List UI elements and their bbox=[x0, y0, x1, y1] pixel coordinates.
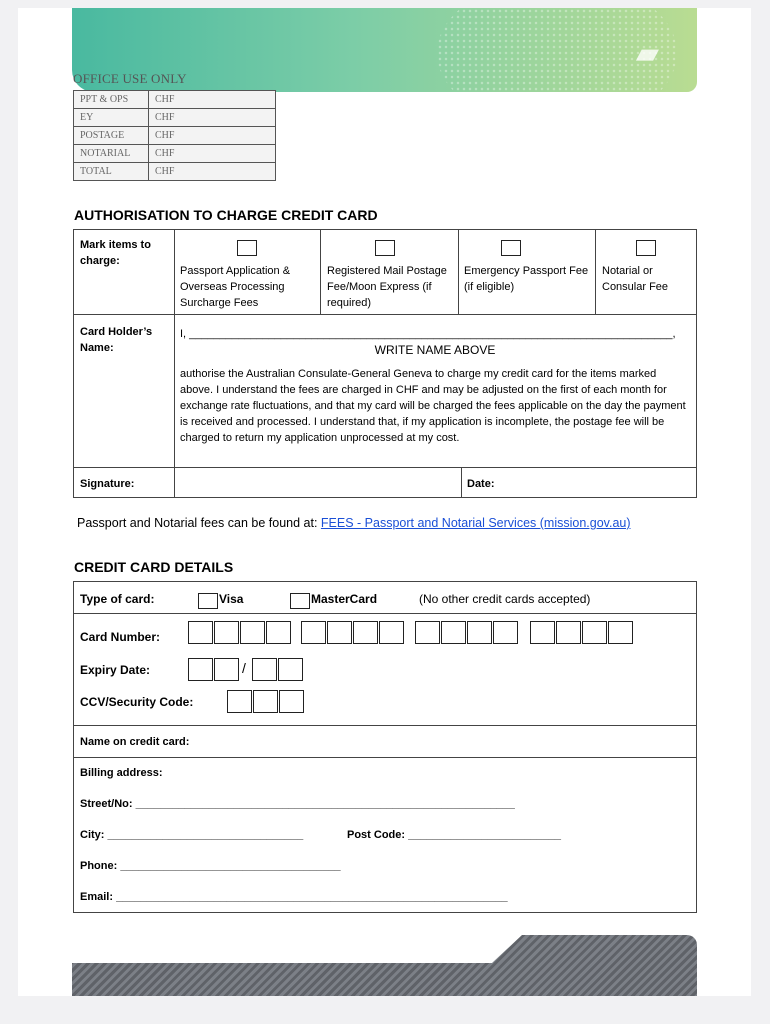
card-digit-box[interactable] bbox=[556, 621, 581, 644]
fees-note-text: Passport and Notarial fees can be found at: bbox=[77, 516, 321, 530]
card-digit-box[interactable] bbox=[240, 621, 265, 644]
card-digit-box[interactable] bbox=[415, 621, 440, 644]
phone-field[interactable]: Phone: ____________________________________ bbox=[80, 860, 341, 872]
divider bbox=[595, 229, 596, 315]
street-field[interactable]: Street/No: ______________________________________________________________ bbox=[80, 798, 515, 810]
card-digit-box[interactable] bbox=[441, 621, 466, 644]
checkbox-mastercard[interactable] bbox=[290, 593, 310, 609]
card-type-label: Type of card: bbox=[80, 592, 155, 606]
card-digit-box[interactable] bbox=[301, 621, 326, 644]
name-on-card-label: Name on credit card: bbox=[80, 736, 190, 748]
card-digit-box[interactable] bbox=[608, 621, 633, 644]
signature-label: Signature: bbox=[80, 478, 135, 490]
checkbox-postage-fee[interactable] bbox=[375, 240, 395, 256]
footer-stripe-band bbox=[72, 935, 697, 996]
city-field[interactable]: City: ________________________________ bbox=[80, 829, 304, 841]
card-holder-label: Card Holder’s Name: bbox=[80, 326, 153, 354]
table-row: POSTAGE CHF bbox=[74, 127, 276, 145]
ccv-label: CCV/Security Code: bbox=[80, 695, 194, 709]
expiry-digit-box[interactable] bbox=[278, 658, 303, 681]
divider bbox=[73, 314, 697, 315]
ccv-digit-box[interactable] bbox=[253, 690, 278, 713]
authorisation-statement: authorise the Australian Consulate-General Geneva to charge my credit card for the items marked above. I understand the fees are charged in CHF and may be adjusted on the first of each month for exchange rate fluctuations, and that my card will be charged the fees applicable on the day the payment is received and processed. I understand that, if my application is incomplete, the postage fee will be charged to return my application unprocessed at my cost. bbox=[180, 368, 686, 444]
expiry-separator: / bbox=[242, 660, 246, 676]
mark-items-label: Mark items to charge: bbox=[80, 239, 151, 267]
fees-link[interactable]: FEES - Passport and Notarial Services (mission.gov.au) bbox=[320, 516, 631, 530]
visa-label: Visa bbox=[219, 592, 244, 606]
divider bbox=[320, 229, 321, 315]
checkbox-notarial-fee[interactable] bbox=[636, 240, 656, 256]
card-digit-box[interactable] bbox=[379, 621, 404, 644]
form-page bbox=[18, 8, 751, 996]
item-notarial-fee: Notarial or Consular Fee bbox=[602, 265, 669, 293]
table-row: PPT & OPS CHF bbox=[74, 91, 276, 109]
divider bbox=[73, 757, 697, 758]
item-emergency-fee: Emergency Passport Fee (if eligible) bbox=[464, 265, 589, 293]
table-row: EY CHF bbox=[74, 109, 276, 127]
expiry-digit-box[interactable] bbox=[214, 658, 239, 681]
office-use-table bbox=[73, 90, 276, 181]
table-row: TOTAL CHF bbox=[74, 163, 276, 181]
card-digit-box[interactable] bbox=[353, 621, 378, 644]
office-use-title: OFFICE USE ONLY bbox=[73, 71, 187, 86]
card-digit-box[interactable] bbox=[188, 621, 213, 644]
item-passport-fees: Passport Application & Overseas Processing Surcharge Fees bbox=[180, 265, 291, 309]
card-digit-box[interactable] bbox=[582, 621, 607, 644]
divider bbox=[73, 467, 697, 468]
divider bbox=[458, 229, 459, 315]
billing-address-label: Billing address: bbox=[80, 767, 163, 779]
card-digit-box[interactable] bbox=[266, 621, 291, 644]
fees-note bbox=[77, 515, 631, 531]
divider bbox=[174, 229, 175, 498]
ccv-digit-box[interactable] bbox=[227, 690, 252, 713]
expiry-digit-box[interactable] bbox=[252, 658, 277, 681]
card-section-title: CREDIT CARD DETAILS bbox=[74, 559, 234, 575]
table-row: NOTARIAL CHF bbox=[74, 145, 276, 163]
checkbox-emergency-fee[interactable] bbox=[501, 240, 521, 256]
card-note: (No other credit cards accepted) bbox=[419, 592, 591, 606]
card-digit-box[interactable] bbox=[467, 621, 492, 644]
signature-field[interactable] bbox=[178, 470, 458, 496]
mastercard-label: MasterCard bbox=[311, 592, 378, 606]
australia-map-icon: ▰ bbox=[635, 36, 659, 71]
date-label: Date: bbox=[467, 478, 495, 490]
date-field[interactable] bbox=[518, 470, 688, 496]
divider bbox=[461, 467, 462, 498]
divider bbox=[73, 725, 697, 726]
postcode-field[interactable]: Post Code: _________________________ bbox=[347, 829, 562, 841]
email-field[interactable]: Email: ________________________________________________________________ bbox=[80, 891, 508, 903]
checkbox-passport-fees[interactable] bbox=[237, 240, 257, 256]
ccv-digit-box[interactable] bbox=[279, 690, 304, 713]
card-digit-box[interactable] bbox=[493, 621, 518, 644]
expiry-digit-box[interactable] bbox=[188, 658, 213, 681]
card-digit-box[interactable] bbox=[327, 621, 352, 644]
card-digit-box[interactable] bbox=[214, 621, 239, 644]
expiry-label: Expiry Date: bbox=[80, 663, 151, 677]
checkbox-visa[interactable] bbox=[198, 593, 218, 609]
auth-section-title: AUTHORISATION TO CHARGE CREDIT CARD bbox=[74, 207, 378, 223]
item-postage-fee: Registered Mail Postage Fee/Moon Express (if required) bbox=[327, 265, 447, 309]
card-digit-box[interactable] bbox=[530, 621, 555, 644]
write-name-caption: WRITE NAME ABOVE bbox=[374, 343, 496, 357]
card-number-label: Card Number: bbox=[80, 630, 161, 644]
divider bbox=[73, 613, 697, 614]
card-holder-name-line[interactable]: I, _______________________________________________________________________________, bbox=[180, 328, 676, 340]
